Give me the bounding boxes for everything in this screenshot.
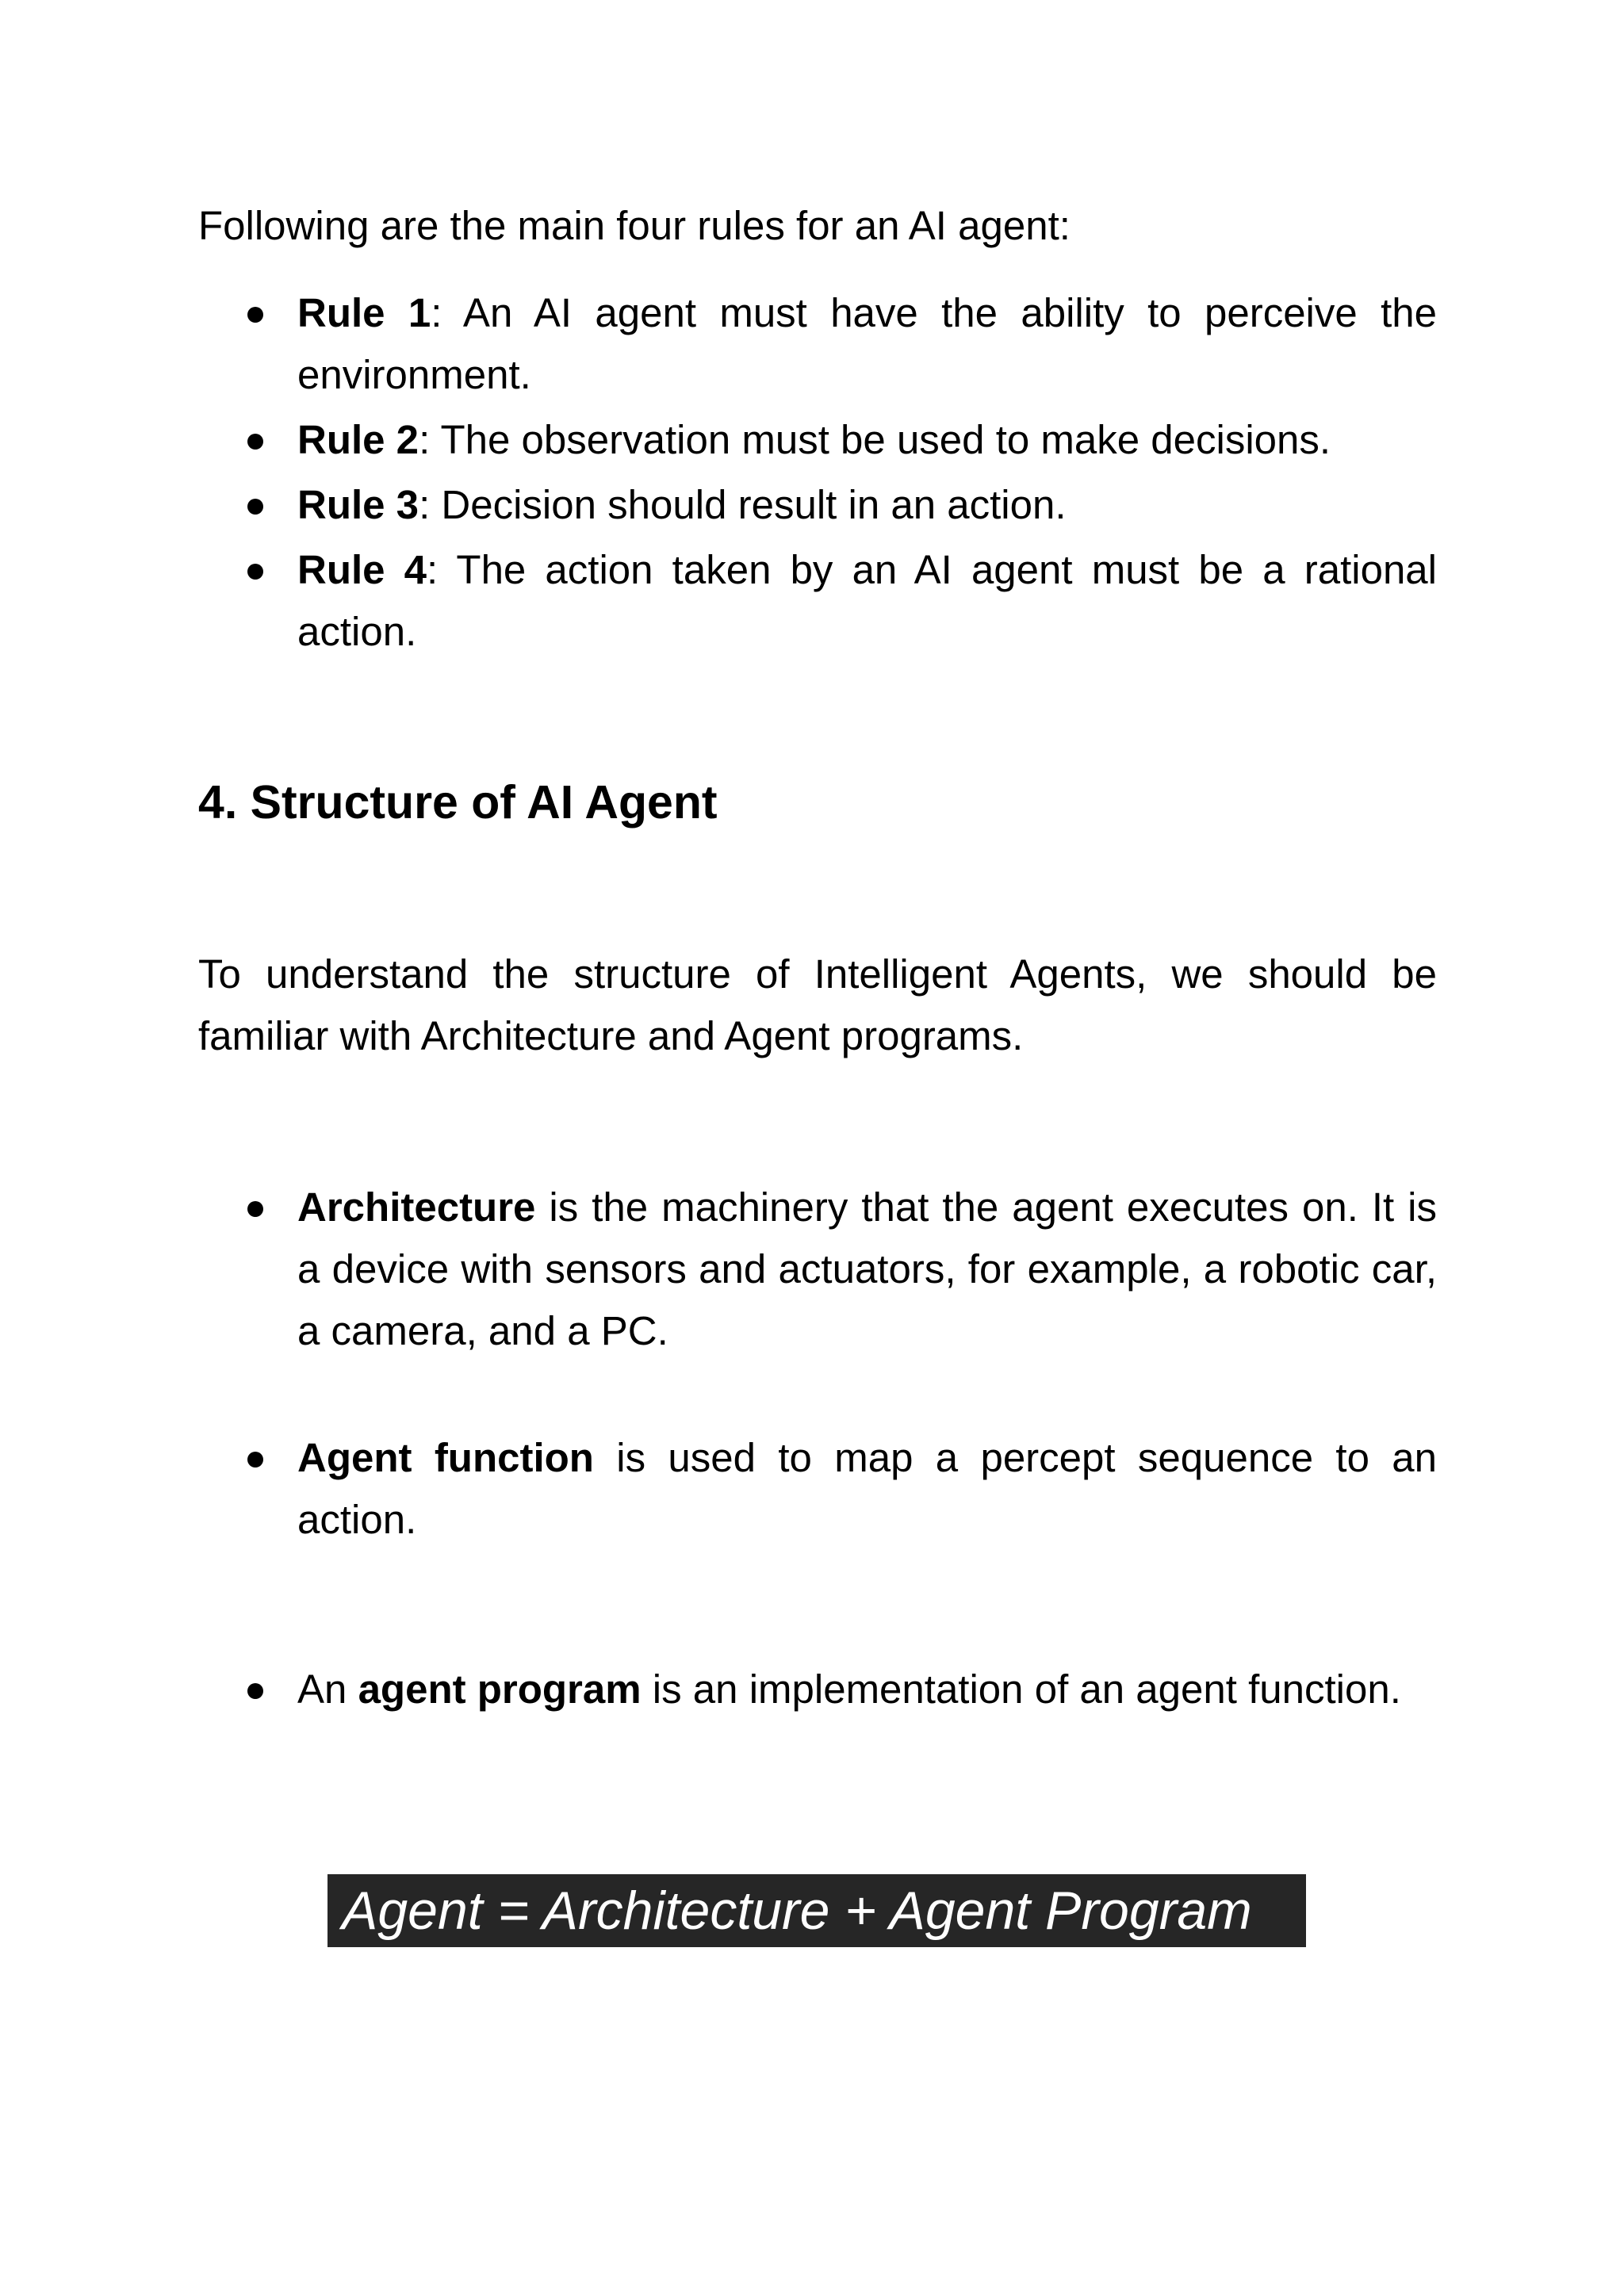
bullet-icon (247, 1452, 263, 1468)
rule-label: Rule 1 (297, 290, 431, 335)
concept-text: is the machinery that the agent executes on. It is a device with sensors and actuators, for example, a robotic car, a camera, and a PC. (297, 1184, 1437, 1353)
bullet-icon (247, 307, 263, 323)
concept-text: is an implementation of an agent function. (641, 1667, 1401, 1712)
rule-item-4 (198, 539, 1437, 663)
rule-item-1 (198, 282, 1437, 406)
rules-intro: Following are the main four rules for an AI agent: (198, 203, 1071, 248)
bullet-icon (247, 1201, 263, 1217)
rule-item-2 (198, 409, 1437, 471)
bullet-icon (247, 1683, 263, 1699)
concept-prefix: An (297, 1667, 358, 1712)
rule-text: : An AI agent must have the ability to perceive the environment. (297, 290, 1437, 397)
section-heading: 4. Structure of AI Agent (198, 776, 718, 828)
rule-label: Rule 2 (297, 417, 419, 462)
formula-text: Agent = Architecture + Agent Program (342, 1881, 1252, 1941)
concept-item-agent-program (198, 1659, 1437, 1720)
concept-item-agent-function (198, 1427, 1437, 1551)
bullet-icon (247, 499, 263, 515)
rule-label: Rule 3 (297, 482, 419, 527)
formula-box (327, 1874, 1306, 1947)
rule-text: : The observation must be used to make decisions. (419, 417, 1331, 462)
concept-label: Architecture (297, 1184, 536, 1230)
bullet-icon (247, 564, 263, 580)
rule-label: Rule 4 (297, 547, 427, 592)
concept-item-architecture (198, 1177, 1437, 1362)
concept-label: Agent function (297, 1435, 594, 1480)
rule-text: : The action taken by an AI agent must be a rational action. (297, 547, 1437, 654)
concepts-list (198, 1177, 1437, 1720)
bullet-icon (247, 434, 263, 450)
concept-label: agent program (358, 1667, 642, 1712)
rules-list (198, 282, 1437, 663)
concept-text: is used to map a percept sequence to an action. (297, 1435, 1438, 1542)
structure-intro: To understand the structure of Intelligent Agents, we should be familiar with Architecture and Agent programs. (198, 951, 1437, 1058)
rule-item-3 (198, 474, 1437, 536)
rule-text: : Decision should result in an action. (419, 482, 1067, 527)
